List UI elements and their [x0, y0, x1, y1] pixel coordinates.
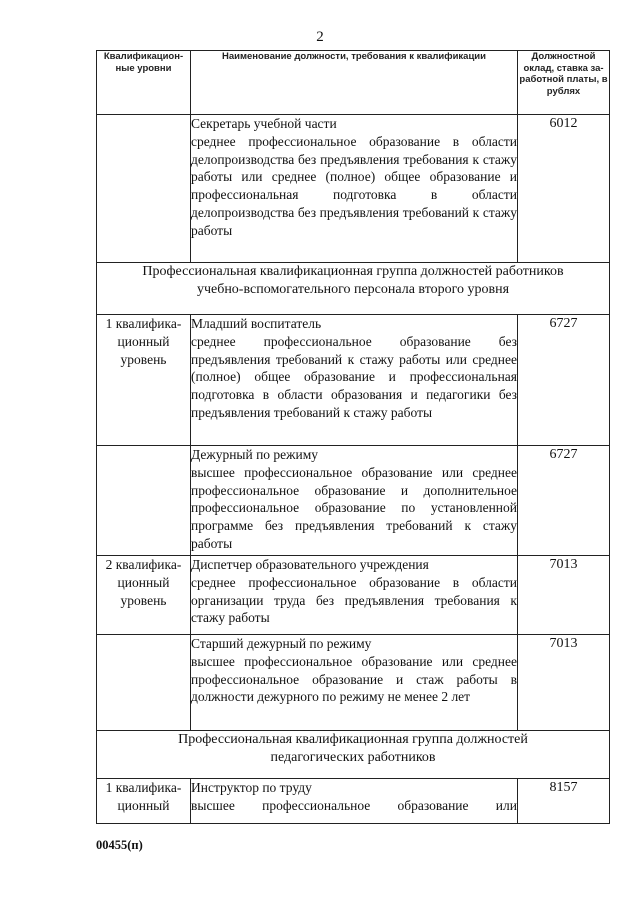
- header-salary: Должностной оклад, ставка за-работной платы, в рублях: [518, 51, 610, 115]
- position-title: Диспетчер образовательного учреждения: [191, 557, 429, 572]
- table-header-row: [97, 51, 610, 115]
- table-row: [97, 315, 610, 446]
- position-cell: [191, 556, 518, 635]
- position-title: Инструктор по труду: [191, 780, 312, 795]
- level-cell: [97, 446, 191, 556]
- position-cell: [191, 115, 518, 263]
- salary-value: 7013: [518, 635, 610, 731]
- position-title: Дежурный по режиму: [191, 447, 319, 462]
- group-header-row: [97, 731, 610, 779]
- salary-value: 7013: [518, 556, 610, 635]
- group-title-line: учебно-вспомогательного персонала второго уровня: [196, 282, 510, 297]
- table-row: [97, 556, 610, 635]
- position-requirements: среднее профессиональное образование без предъявления требований к стажу работы или среднее (полное) общее образование и профессиональная подготовка в области образования и педагогики без предъявления требований к стажу работы: [191, 333, 517, 420]
- header-qualification-levels: Квалификацион-ные уровни: [97, 51, 191, 115]
- level-cell: [97, 635, 191, 731]
- group-title: [97, 263, 610, 315]
- salary-table: [96, 50, 610, 824]
- qualification-level: 1 квалифика-ционный: [97, 779, 191, 824]
- position-requirements: высшее профессиональное образование или среднее профессиональное образование и стаж работы в должности дежурного по режиму не менее 2 лет: [191, 653, 517, 705]
- document-code: 00455(п): [96, 838, 143, 852]
- position-cell: [191, 446, 518, 556]
- qualification-level: 2 квалифика-ционный уровень: [97, 556, 191, 635]
- group-title-line: Профессиональная квалификационная группа должностей работников: [142, 264, 564, 279]
- table-row: [97, 779, 610, 824]
- position-requirements: высшее профессиональное образование или среднее профессиональное образование и дополнительное профессиональное образование по установленной программе без предъявления требований к стажу работы: [191, 464, 517, 551]
- header-position-requirements: Наименование должности, требования к квалификации: [191, 51, 518, 115]
- position-cell: [191, 315, 518, 446]
- position-cell: [191, 635, 518, 731]
- table-row: [97, 635, 610, 731]
- group-title-line: Профессиональная квалификационная группа должностей: [178, 732, 528, 747]
- salary-value: 6727: [518, 315, 610, 446]
- level-cell: [97, 115, 191, 263]
- salary-value: 8157: [518, 779, 610, 824]
- group-title: [97, 731, 610, 779]
- page-number: 2: [316, 29, 324, 45]
- salary-value: 6012: [518, 115, 610, 263]
- position-title: Младший воспитатель: [191, 316, 322, 331]
- group-title-line: педагогических работников: [270, 750, 436, 765]
- table-row: [97, 115, 610, 263]
- group-header-row: [97, 263, 610, 315]
- position-requirements: среднее профессиональное образование в области делопроизводства без предъявления требования к стажу работы или среднее (полное) общее образование и профессиональная подготовка в области делопроизводства без предъявления требований к стажу работы: [191, 133, 517, 238]
- position-requirements: среднее профессиональное образование в области организации труда без предъявления требования к стажу работы: [191, 574, 517, 626]
- salary-value: 6727: [518, 446, 610, 556]
- table-row: [97, 446, 610, 556]
- position-requirements: высшее профессиональное образование или: [191, 797, 517, 813]
- position-title: Секретарь учебной части: [191, 116, 337, 131]
- qualification-level: 1 квалифика-ционный уровень: [97, 315, 191, 446]
- position-title: Старший дежурный по режиму: [191, 636, 372, 651]
- position-cell: [191, 779, 518, 824]
